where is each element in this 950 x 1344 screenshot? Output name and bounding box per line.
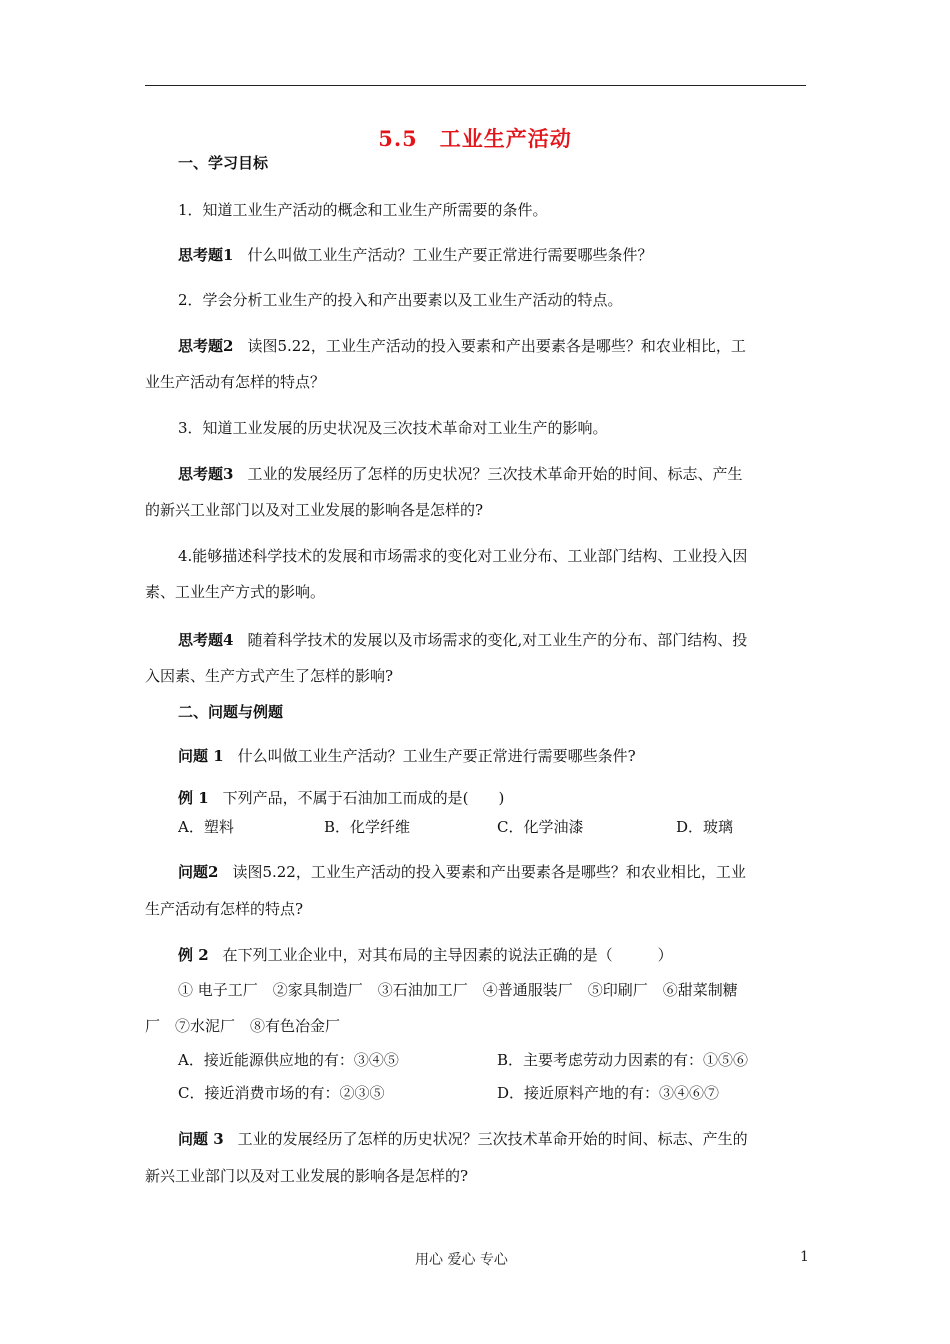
question-label: 思考题2 [178, 337, 234, 355]
problem-3-continued: 新兴工业部门以及对工业发展的影响各是怎样的? [145, 1167, 469, 1185]
footer-slogan: 用心 爱心 专心 [415, 1252, 508, 1268]
example-label: 例 1 [178, 789, 209, 807]
question-text: 随着科学技术的发展以及市场需求的变化,对工业生产的分布、部门结构、投 [247, 631, 748, 649]
page-number: 1 [800, 1249, 809, 1265]
goal-4: 4.能够描述科学技术的发展和市场需求的变化对工业分布、工业部门结构、工业投入因 [178, 547, 748, 565]
example-label: 例 2 [178, 946, 209, 964]
example-2-option-b: B．主要考虑劳动力因素的有：①⑤⑥ [497, 1051, 749, 1069]
problem-label: 问题 3 [178, 1130, 224, 1148]
example-2-list: ① 电子工厂 ②家具制造厂 ③石油加工厂 ④普通服装厂 ⑤印刷厂 ⑥甜菜制糖 [178, 981, 738, 999]
problem-text: 工业的发展经历了怎样的历史状况？三次技术革命开始的时间、标志、产生的 [237, 1130, 748, 1148]
question-label: 思考题4 [178, 631, 234, 649]
goal-1: 1．知道工业生产活动的概念和工业生产所需要的条件。 [178, 201, 548, 219]
question-3 [178, 464, 742, 484]
problem-2-continued: 生产活动有怎样的特点? [145, 900, 304, 918]
example-1-option-a: A．塑料 [178, 818, 234, 836]
example-2-list-continued: 厂 ⑦水泥厂 ⑧有色冶金厂 [145, 1017, 341, 1035]
question-1 [178, 245, 652, 265]
page-title: 5.5 工业生产活动 [378, 126, 572, 151]
goal-3: 3．知道工业发展的历史状况及三次技术革命对工业生产的影响。 [178, 419, 608, 437]
example-1-option-c: C．化学油漆 [497, 818, 584, 836]
example-1-option-b: B．化学纤维 [324, 818, 411, 836]
question-text: 读图5.22，工业生产活动的投入要素和产出要素各是哪些？和农业相比，工 [247, 337, 746, 355]
header-rule [145, 85, 806, 86]
example-2-option-d: D．接近原料产地的有：③④⑥⑦ [497, 1084, 720, 1102]
goal-2: 2．学会分析工业生产的投入和产出要素以及工业生产活动的特点。 [178, 291, 623, 309]
example-2 [178, 945, 673, 965]
problem-3 [178, 1129, 748, 1149]
question-label: 思考题3 [178, 465, 234, 483]
goal-4-continued: 素、工业生产方式的影响。 [145, 583, 326, 601]
question-2-continued: 业生产活动有怎样的特点？ [145, 373, 326, 391]
question-2 [178, 336, 746, 356]
example-2-option-c: C．接近消费市场的有：②③⑤ [178, 1084, 385, 1102]
question-text: 工业的发展经历了怎样的历史状况？三次技术革命开始的时间、标志、产生 [247, 465, 743, 483]
example-text: 在下列工业企业中，对其布局的主导因素的说法正确的是（ ） [222, 946, 673, 964]
section-heading-goals: 一、学习目标 [178, 154, 269, 172]
problem-1 [178, 746, 636, 766]
example-2-option-a: A．接近能源供应地的有：③④⑤ [178, 1051, 399, 1069]
question-4 [178, 630, 747, 650]
problem-text: 读图5.22，工业生产活动的投入要素和产出要素各是哪些？和农业相比，工业 [232, 863, 746, 881]
question-3-continued: 的新兴工业部门以及对工业发展的影响各是怎样的? [145, 501, 484, 519]
problem-text: 什么叫做工业生产活动？工业生产要正常进行需要哪些条件? [237, 747, 636, 765]
problem-label: 问题2 [178, 863, 219, 881]
question-label: 思考题1 [178, 246, 234, 264]
problem-2 [178, 862, 746, 882]
question-4-continued: 入因素、生产方式产生了怎样的影响? [145, 667, 394, 685]
question-text: 什么叫做工业生产活动？工业生产要正常进行需要哪些条件？ [247, 246, 653, 264]
example-text: 下列产品，不属于石油加工而成的是( ) [222, 789, 505, 807]
problem-label: 问题 1 [178, 747, 224, 765]
example-1-option-d: D．玻璃 [676, 818, 734, 836]
section-heading-problems: 二、问题与例题 [178, 703, 284, 721]
example-1 [178, 788, 504, 808]
